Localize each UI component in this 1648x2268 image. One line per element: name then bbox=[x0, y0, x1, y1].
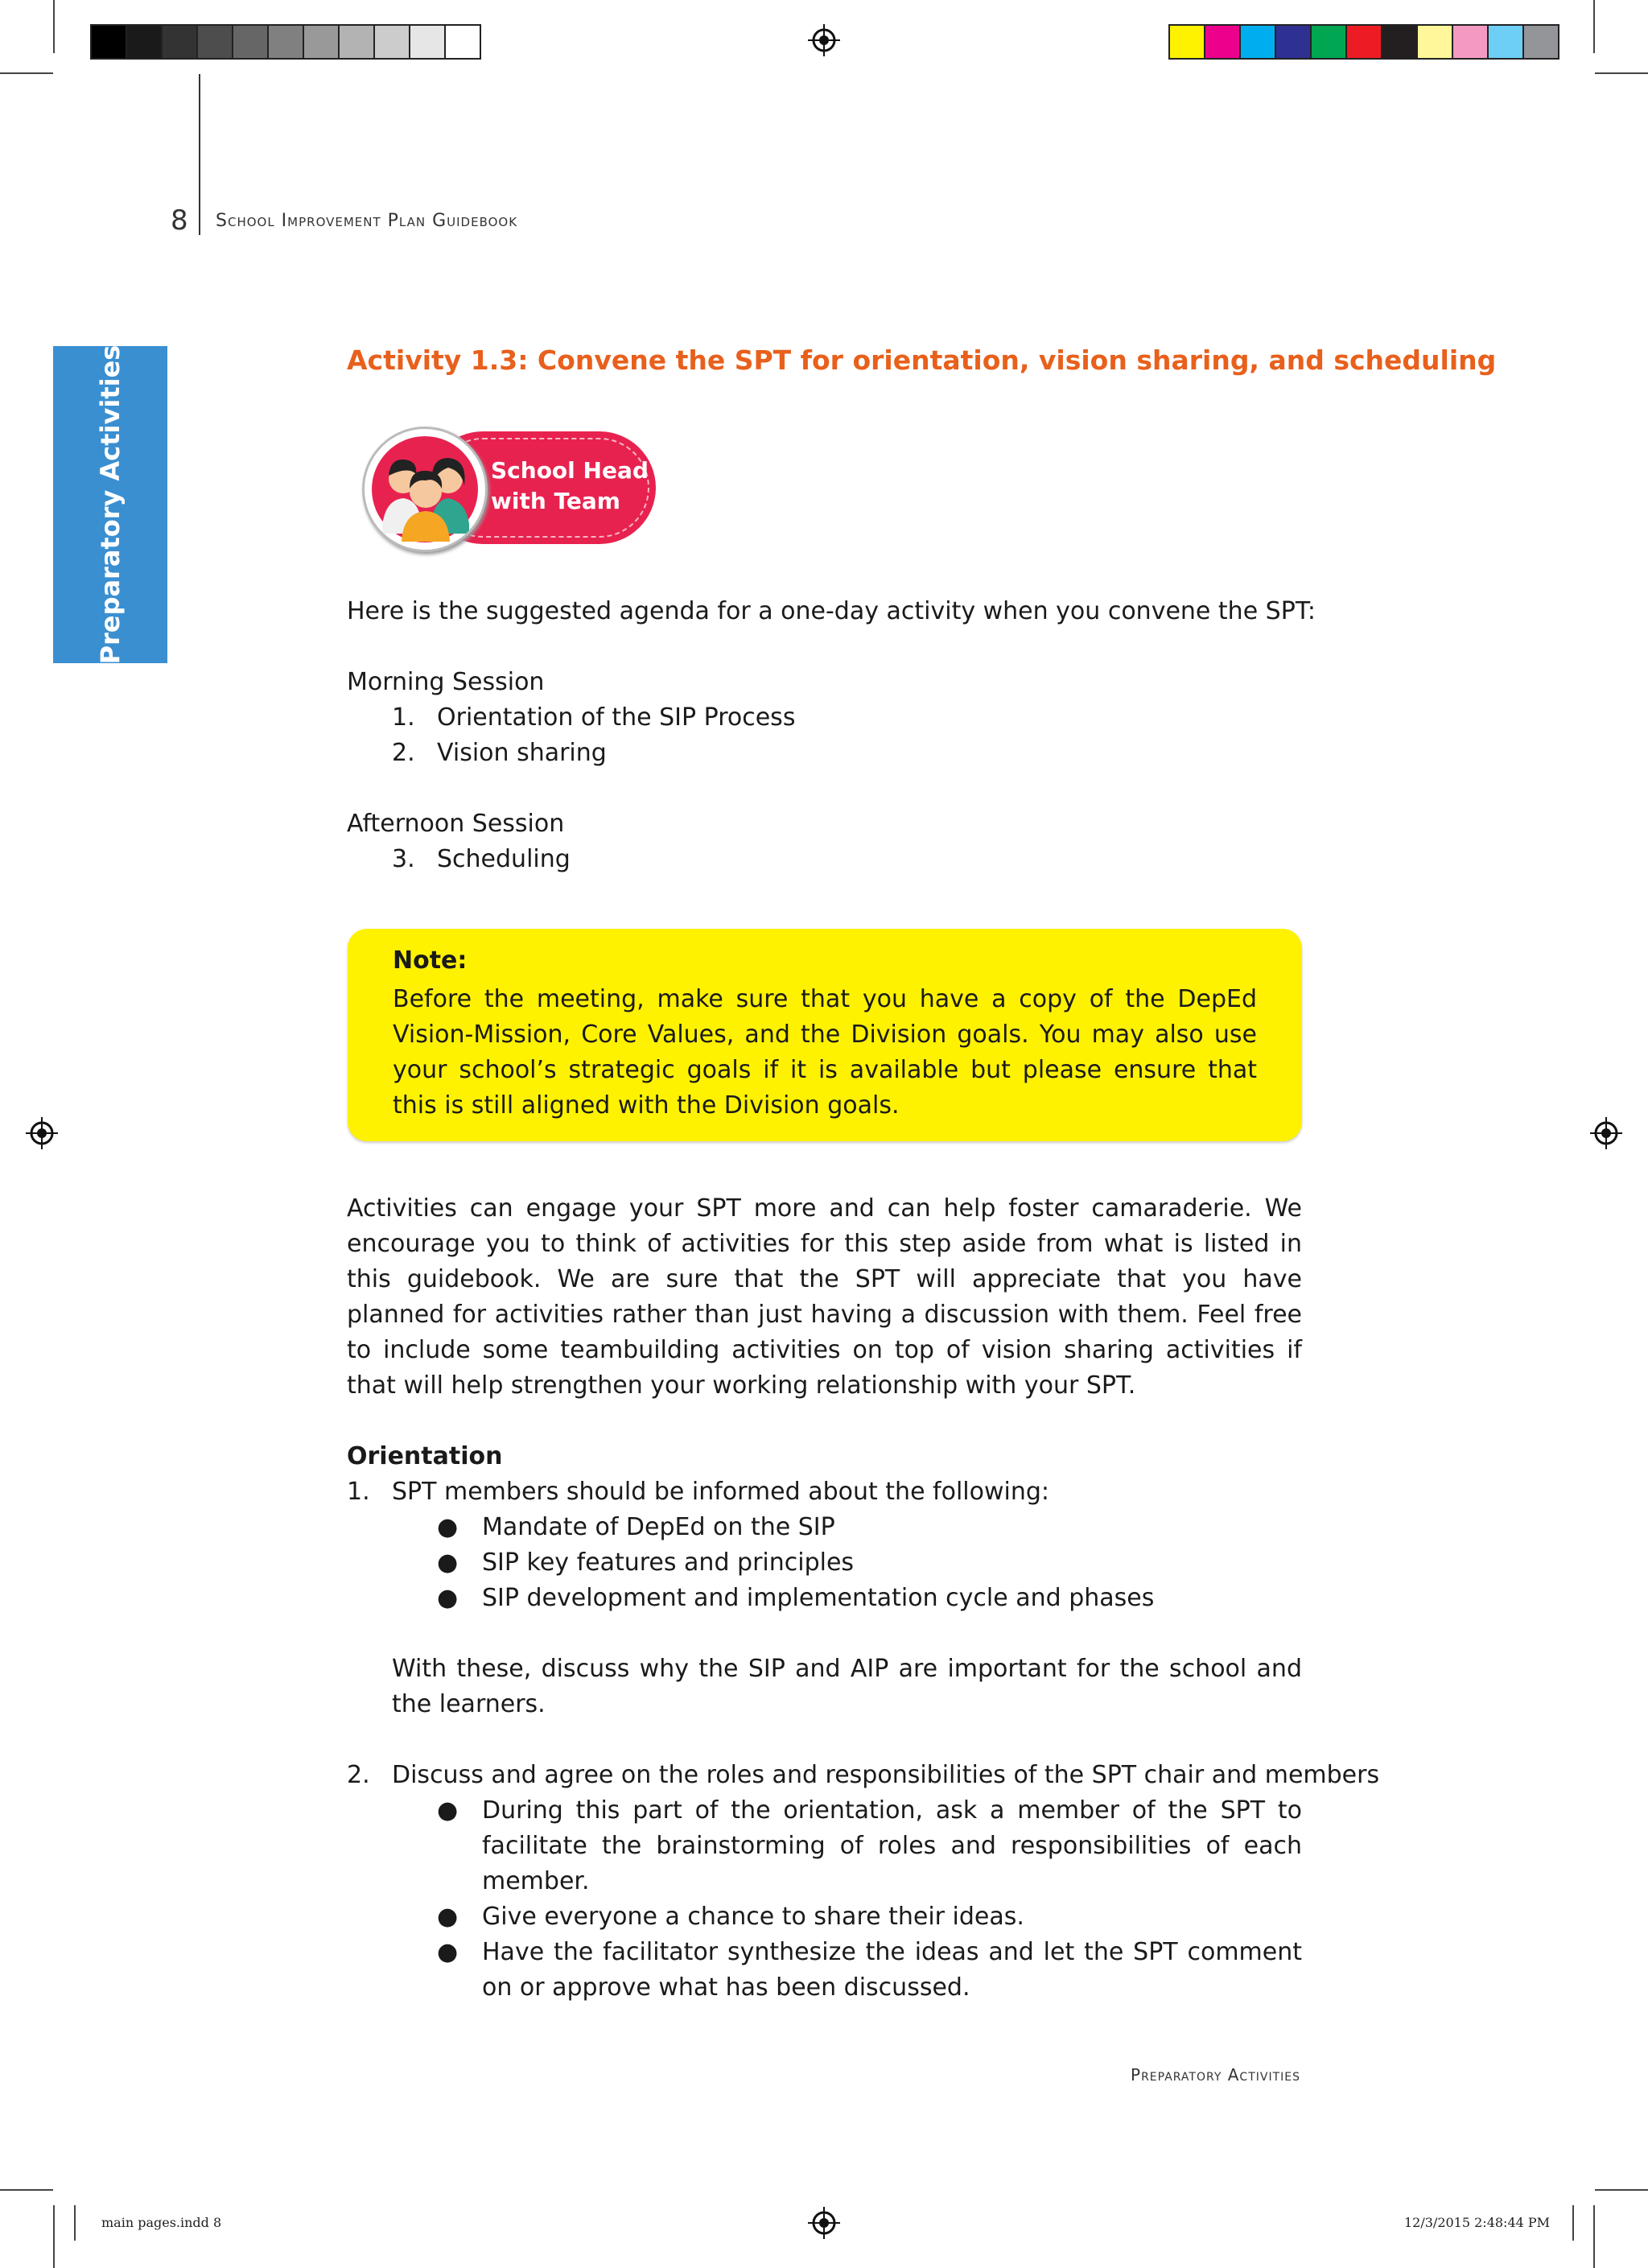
bullet-item: ● Mandate of DepEd on the SIP bbox=[437, 1513, 835, 1541]
color-swatch bbox=[1241, 26, 1276, 58]
note-callout bbox=[348, 929, 1302, 1141]
crop-mark bbox=[53, 2205, 55, 2268]
process-color-bar bbox=[1168, 24, 1559, 60]
running-foot: Preparatory Activities bbox=[1131, 2065, 1300, 2084]
list-item: 2. Vision sharing bbox=[392, 739, 607, 767]
color-swatch bbox=[1418, 26, 1453, 58]
crop-mark bbox=[1593, 0, 1595, 53]
bullet-item: ● Have the facilitator synthesize the ideas and let the SPT comment on or approve what has been discussed. bbox=[437, 1938, 1302, 2002]
bullet-item: ● SIP key features and principles bbox=[437, 1548, 855, 1577]
color-swatch bbox=[410, 26, 446, 58]
agenda-section bbox=[347, 594, 1316, 877]
registration-mark-icon bbox=[808, 24, 840, 56]
role-badge bbox=[362, 427, 658, 549]
crop-mark bbox=[74, 2205, 76, 2241]
note-label: Note: bbox=[393, 946, 468, 975]
color-swatch bbox=[446, 26, 480, 58]
color-swatch bbox=[1205, 26, 1241, 58]
crop-mark bbox=[1595, 72, 1648, 74]
running-head: School Improvement Plan Guidebook bbox=[216, 211, 518, 231]
bullet-item: ● SIP development and implementation cycle and phases bbox=[437, 1584, 1155, 1612]
crop-mark bbox=[1593, 2205, 1595, 2268]
registration-mark-icon bbox=[808, 2207, 840, 2239]
list-item: 3. Scheduling bbox=[392, 845, 571, 873]
color-swatch bbox=[1453, 26, 1489, 58]
role-badge-line1: School Head bbox=[491, 457, 649, 484]
color-swatch bbox=[1489, 26, 1524, 58]
role-badge-text bbox=[491, 456, 649, 517]
afternoon-session-label: Afternoon Session bbox=[347, 810, 565, 838]
grayscale-color-bar bbox=[90, 24, 481, 60]
color-swatch bbox=[1382, 26, 1418, 58]
color-swatch bbox=[1347, 26, 1382, 58]
list-item: 2. Discuss and agree on the roles and responsibilities of the SPT chair and members bbox=[347, 1761, 1380, 1789]
body-paragraph: Activities can engage your SPT more and can help foster camaraderie. We encourage you to think of activities for this step aside from what is listed in this guidebook. We are sure that the SPT will appreciate that you have planned for activities rather than just having a discussion with them. Feel free to include some teambuilding activities on top of vision sharing activities if that will help strengthen your working relationship with your SPT. bbox=[347, 1194, 1302, 1400]
registration-mark-icon bbox=[26, 1117, 58, 1149]
side-section-tab bbox=[53, 346, 167, 663]
page-number: 8 bbox=[171, 204, 188, 237]
morning-session-label: Morning Session bbox=[347, 668, 545, 696]
bullet-item: ● During this part of the orientation, ask a member of the SPT to facilitate the brainstorming of roles and responsibilities of each member. bbox=[437, 1796, 1302, 1895]
crop-mark bbox=[0, 2189, 53, 2191]
color-swatch bbox=[198, 26, 233, 58]
color-swatch bbox=[375, 26, 410, 58]
team-people-icon bbox=[362, 427, 488, 552]
color-swatch bbox=[1170, 26, 1205, 58]
color-swatch bbox=[340, 26, 375, 58]
registration-mark-icon bbox=[1590, 1117, 1622, 1149]
orientation-heading: Orientation bbox=[347, 1442, 503, 1470]
color-swatch bbox=[233, 26, 269, 58]
slug-timestamp: 12/3/2015 2:48:44 PM bbox=[1404, 2215, 1551, 2230]
color-swatch bbox=[163, 26, 198, 58]
note-body: Before the meeting, make sure that you have a copy of the DepEd Vision-Mission, Core Values, and the Division goals. You may also use your school’s strategic goals if it is available but please ensure that this is still aligned with the Division goals. bbox=[393, 985, 1257, 1120]
orientation-followup: With these, discuss why the SIP and AIP are important for the school and the learners. bbox=[392, 1655, 1302, 1718]
crop-mark bbox=[1595, 2189, 1648, 2191]
list-item: 1. SPT members should be informed about the following: bbox=[347, 1478, 1050, 1506]
agenda-intro: Here is the suggested agenda for a one-day activity when you convene the SPT: bbox=[347, 597, 1316, 625]
color-swatch bbox=[269, 26, 304, 58]
color-swatch bbox=[127, 26, 163, 58]
orientation-section bbox=[347, 1439, 1380, 2006]
slug-filename: main pages.indd 8 bbox=[101, 2215, 222, 2230]
color-swatch bbox=[1524, 26, 1558, 58]
color-swatch bbox=[1312, 26, 1347, 58]
crop-mark bbox=[1572, 2205, 1574, 2241]
color-swatch bbox=[304, 26, 340, 58]
crop-mark bbox=[53, 0, 55, 53]
role-badge-line2: with Team bbox=[491, 488, 620, 514]
color-swatch bbox=[92, 26, 127, 58]
header-divider bbox=[199, 74, 200, 235]
crop-mark bbox=[0, 72, 53, 74]
color-swatch bbox=[1276, 26, 1312, 58]
list-item: 1. Orientation of the SIP Process bbox=[392, 703, 796, 732]
side-tab-label: Preparatory Activities bbox=[95, 344, 126, 665]
activity-title: Activity 1.3: Convene the SPT for orientation, vision sharing, and scheduling bbox=[347, 344, 1497, 376]
bullet-item: ● Give everyone a chance to share their ideas. bbox=[437, 1903, 1024, 1931]
